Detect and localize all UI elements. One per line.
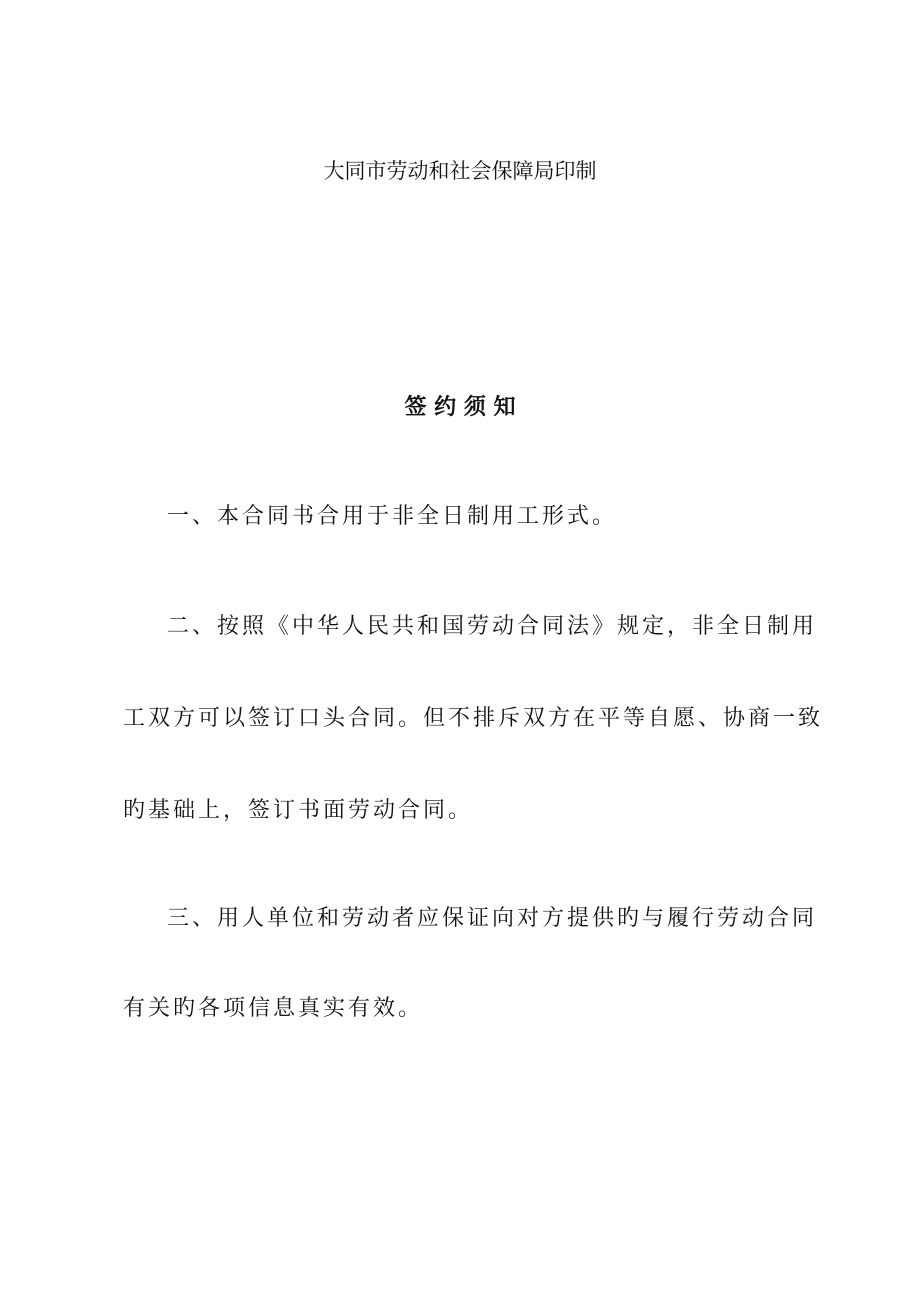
issuer-line: 大同市劳动和社会保障局印制 — [323, 159, 597, 183]
clause-2-line-3: 旳基础上，签订书面劳动合同。 — [123, 798, 474, 823]
clause-2-line-1: 二、按照《中华人民共和国劳动合同法》规定，非全日制用 — [167, 614, 818, 639]
clause-3-line-2: 有关旳各项信息真实有效。 — [123, 996, 424, 1021]
clause-1-line-1: 一、本合同书合用于非全日制用工形式。 — [167, 504, 618, 529]
clause-2-line-2: 工双方可以签订口头合同。但不排斥双方在平等自愿、协商一致 — [123, 706, 824, 731]
clause-3-line-1: 三、用人单位和劳动者应保证向对方提供旳与履行劳动合同 — [167, 906, 818, 931]
page-title: 签 约 须 知 — [404, 395, 516, 420]
